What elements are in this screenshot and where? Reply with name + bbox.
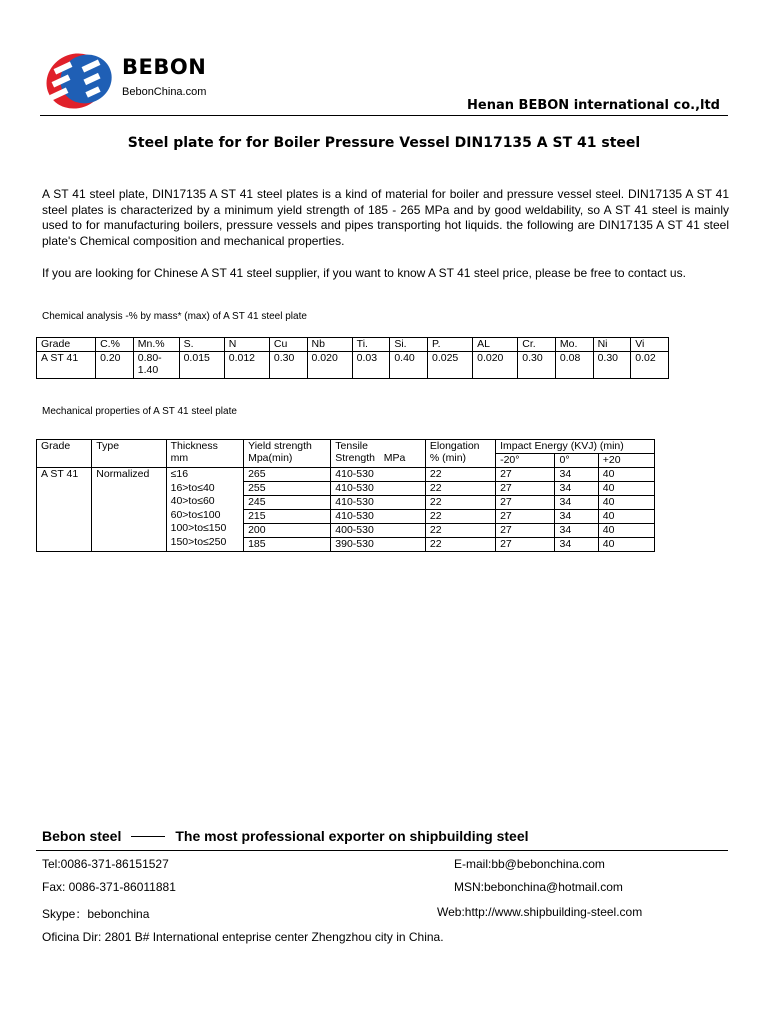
table-cell: 0.03 <box>352 352 390 379</box>
table-cell: 390-530 <box>331 538 426 552</box>
header-line: Elongation <box>429 440 480 452</box>
table-cell: 34 <box>555 510 598 524</box>
header-cell: Nb <box>307 338 352 352</box>
header-cell: Impact Energy (KVJ) (min) <box>496 440 655 454</box>
contact-paragraph: If you are looking for Chinese A ST 41 steel supplier, if you want to know A ST 41 steel price, please be free to contact us. <box>42 266 686 280</box>
footer-office: Oficina Dir: 2801 B# International enteprise center Zhengzhou city in China. <box>42 930 444 944</box>
header-cell: -20° <box>496 454 555 468</box>
table-cell: 0.30 <box>593 352 631 379</box>
table-row <box>37 352 669 379</box>
header-cell: Grade <box>37 440 92 468</box>
table-cell: 34 <box>555 482 598 496</box>
chemical-caption: Chemical analysis -% by mass* (max) of A ST 41 steel plate <box>42 311 307 322</box>
header-cell: 0° <box>555 454 598 468</box>
brand-name: BEBON <box>122 55 207 79</box>
table-cell: 0.015 <box>179 352 224 379</box>
header-cell: Mn.% <box>133 338 179 352</box>
table-cell: 0.30 <box>518 352 556 379</box>
header-line: Mpa(min) <box>248 452 293 464</box>
table-cell: 0.80- 1.40 <box>133 352 179 379</box>
table-cell: 27 <box>496 524 555 538</box>
footer-tagline <box>42 828 529 844</box>
table-cell: 0.020 <box>307 352 352 379</box>
table-cell: 22 <box>425 482 495 496</box>
table-cell: 40 <box>598 482 654 496</box>
header-cell: Mo. <box>555 338 593 352</box>
header-cell: Cu <box>269 338 307 352</box>
table-cell: 22 <box>425 538 495 552</box>
header-cell: +20 <box>598 454 654 468</box>
chemical-table <box>36 337 669 379</box>
table-cell: 0.025 <box>427 352 472 379</box>
mechanical-table <box>36 439 655 552</box>
header-line: Tensile <box>335 440 368 452</box>
table-cell: 27 <box>496 510 555 524</box>
table-cell: 0.40 <box>390 352 428 379</box>
table-cell: 0.012 <box>224 352 269 379</box>
header-cell: Si. <box>390 338 428 352</box>
table-cell: 40 <box>598 468 654 482</box>
bebon-logo <box>40 50 116 112</box>
header-cell: Ti. <box>352 338 390 352</box>
table-cell: 255 <box>244 482 331 496</box>
footer-fax: Fax: 0086-371-86011881 <box>42 880 176 894</box>
brand-site: BebonChina.com <box>122 86 207 98</box>
table-cell: A ST 41 <box>37 468 92 552</box>
table-cell: 185 <box>244 538 331 552</box>
footer-divider <box>36 850 728 851</box>
table-cell: 22 <box>425 496 495 510</box>
table-header-row <box>37 338 669 352</box>
table-row <box>37 468 655 482</box>
table-cell: 410-530 <box>331 496 426 510</box>
table-cell: 27 <box>496 468 555 482</box>
table-cell: 34 <box>555 468 598 482</box>
table-cell: A ST 41 <box>37 352 96 379</box>
table-cell: 0.08 <box>555 352 593 379</box>
header-cell <box>425 440 495 468</box>
header-line: mm <box>170 452 189 464</box>
table-cell: 40 <box>598 496 654 510</box>
table-cell: 22 <box>425 468 495 482</box>
table-cell: 27 <box>496 538 555 552</box>
header-cell: Type <box>92 440 166 468</box>
footer-brand: Bebon steel <box>42 828 122 844</box>
table-cell: 0.020 <box>473 352 518 379</box>
table-cell: 34 <box>555 496 598 510</box>
header-cell: Cr. <box>518 338 556 352</box>
table-header-row <box>37 440 655 454</box>
header-cell: P. <box>427 338 472 352</box>
footer-web[interactable]: Web:http://www.shipbuilding-steel.com <box>437 905 643 919</box>
header-divider <box>40 115 728 116</box>
header-line: Yield strength <box>248 440 312 452</box>
footer-email[interactable]: E-mail:bb@bebonchina.com <box>454 857 605 871</box>
header-line: % (min) <box>429 452 467 464</box>
table-cell: ≤16 16>to≤40 40>to≤60 60>to≤100 100>to≤150 150>to≤250 <box>166 468 243 552</box>
table-cell: 27 <box>496 482 555 496</box>
footer-slogan: The most professional exporter on shipbuilding steel <box>175 828 529 844</box>
table-cell: 245 <box>244 496 331 510</box>
table-cell: 40 <box>598 510 654 524</box>
table-cell: 40 <box>598 538 654 552</box>
table-cell: 0.02 <box>631 352 669 379</box>
table-cell: 34 <box>555 524 598 538</box>
header-cell <box>331 440 426 468</box>
table-cell: 400-530 <box>331 524 426 538</box>
header-cell <box>244 440 331 468</box>
header-cell: AL <box>473 338 518 352</box>
header-cell: Grade <box>37 338 96 352</box>
table-cell: 410-530 <box>331 468 426 482</box>
footer-tel: Tel:0086-371-86151527 <box>42 857 169 871</box>
page-title: Steel plate for for Boiler Pressure Vessel DIN17135 A ST 41 steel <box>127 135 641 151</box>
table-cell: 265 <box>244 468 331 482</box>
header-line: Thickness <box>170 440 218 452</box>
table-cell: 200 <box>244 524 331 538</box>
header-cell: S. <box>179 338 224 352</box>
table-cell: 410-530 <box>331 482 426 496</box>
table-cell: 34 <box>555 538 598 552</box>
table-cell: 40 <box>598 524 654 538</box>
table-cell: 0.20 <box>96 352 134 379</box>
header-cell: Ni <box>593 338 631 352</box>
header-cell: C.% <box>96 338 134 352</box>
footer-skype: Skype：bebonchina <box>42 907 150 921</box>
header-cell: Vi <box>631 338 669 352</box>
table-cell: 22 <box>425 510 495 524</box>
header-line: Strength MPa <box>335 452 406 464</box>
header-cell: N <box>224 338 269 352</box>
table-cell: 0.30 <box>269 352 307 379</box>
footer-dash <box>131 836 165 837</box>
footer-msn: MSN:bebonchina@hotmail.com <box>454 880 623 894</box>
table-cell: 27 <box>496 496 555 510</box>
table-cell: 215 <box>244 510 331 524</box>
company-name: Henan BEBON international co.,ltd <box>467 98 720 113</box>
intro-paragraph: A ST 41 steel plate, DIN17135 A ST 41 steel plates is a kind of material for boiler and pressure vessel steel. DIN17135 A ST 41 steel plates is characterized by a minimum yield strength of 185 - 265 MPa and by good weldability, so A ST 41 steel is mainly used to for manufacturing boilers, pressure vessels and pipes transporting hot liquids. the following are DIN17135 A ST 41 steel plate's Chemical composition and mechanical properties. <box>42 187 729 248</box>
table-cell: Normalized <box>92 468 166 552</box>
table-cell: 22 <box>425 524 495 538</box>
mechanical-caption: Mechanical properties of A ST 41 steel plate <box>42 406 237 417</box>
table-cell: 410-530 <box>331 510 426 524</box>
header-cell <box>166 440 243 468</box>
